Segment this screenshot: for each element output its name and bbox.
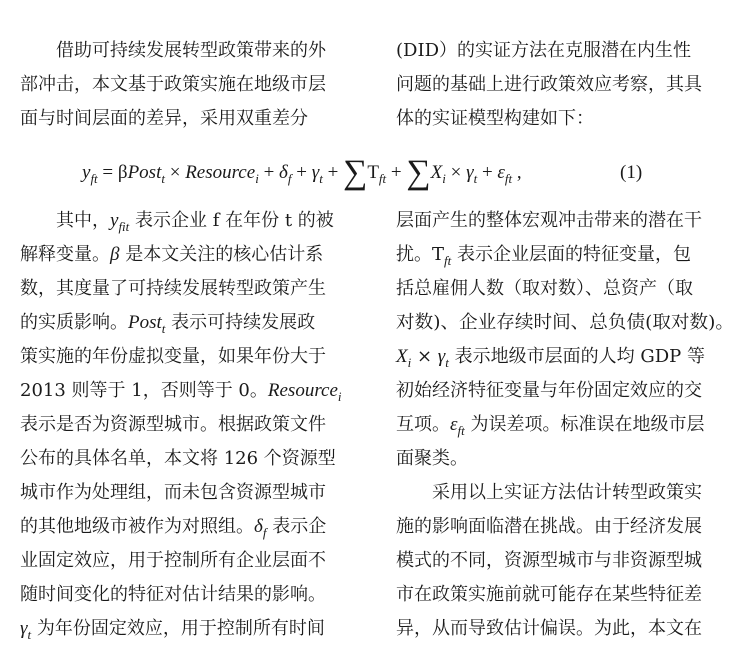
right-line-3: 括总雇佣人数（取对数）、总资产（取 — [396, 278, 693, 299]
right-line-1: 层面产生的整体宏观冲击带来的潜在干 — [396, 210, 702, 231]
left-top-line-3: 面与时间层面的差异，采用双重差分 — [20, 108, 308, 129]
left-line-11: 业固定效应，用于控制所有企业层面不 — [20, 550, 326, 571]
right-top-line-2: 问题的基础上进行政策效应考察，其具 — [396, 74, 702, 95]
equation-number: (1) — [620, 162, 643, 183]
right-line-9: 采用以上实证方法估计转型政策实 — [396, 482, 702, 503]
right-column-body — [395, 210, 734, 639]
left-column-body — [20, 209, 342, 642]
right-line-2: 扰。$T_{ft}$ 表示企业层面的特征变量，包 — [396, 244, 691, 268]
left-line-13: $\gamma_t$ 为年份固定效应，用于控制所有时间 — [20, 618, 325, 642]
left-line-2: 解释变量。β 是本文关注的核心估计系 — [20, 244, 324, 265]
right-top-line-1: (DID）的实证方法在克服潜在内生性 — [396, 40, 691, 61]
equation-1 — [80, 154, 642, 191]
left-line-4: 的实质影响。Post$_t$ 表示可持续发展政 — [20, 312, 316, 336]
left-line-7: 表示是否为资源型城市。根据政策文件 — [20, 414, 326, 435]
right-line-7: 互项。$\varepsilon_{ft}$ 为误差项。标准误在地级市层 — [396, 414, 705, 438]
right-line-8: 面聚类。 — [396, 448, 468, 469]
left-line-6: 2013 则等于 1，否则等于 0。Resource$_i$ — [20, 380, 342, 404]
equation-formula: $y_{ft}$ = βPost$_t$ × Resource$_i$ + $\delta_f + \gamma_t + \sum T_{ft} + \sum X_i \times \gamma_t + \varepsilon_{ft}$ , — [82, 154, 522, 191]
right-line-13: 异，从而导致估计偏误。为此，本文在 — [396, 618, 702, 639]
right-line-5: $X_i \times \gamma_t$ 表示地级市层面的人均 GDP 等 — [396, 346, 705, 370]
left-line-1: 其中，$y_{fit}$ 表示企业 f 在年份 t 的被 — [20, 210, 334, 234]
right-top-line-3: 体的实证模型构建如下： — [396, 108, 594, 129]
right-line-11: 模式的不同，资源型城市与非资源型城 — [396, 550, 702, 571]
left-line-8: 公布的具体名单，本文将 126 个资源型 — [20, 448, 336, 469]
right-line-4: 对数)、企业存续时间、总负债(取对数)。 — [396, 312, 734, 333]
left-top-line-1: 借助可持续发展转型政策带来的外 — [20, 40, 326, 61]
left-line-3: 数，其度量了可持续发展转型政策产生 — [20, 278, 326, 299]
right-line-10: 施的影响面临潜在挑战。由于经济发展 — [396, 516, 702, 537]
right-line-6: 初始经济特征变量与年份固定效应的交 — [396, 380, 702, 401]
left-line-9: 城市作为处理组，而未包含资源型城市 — [20, 482, 326, 503]
left-line-10: 的其他地级市被作为对照组。$\delta_f$ 表示企 — [20, 516, 327, 540]
right-line-12: 市在政策实施前就可能存在某些特征差 — [396, 584, 702, 605]
left-line-12: 随时间变化的特征对估计结果的影响。 — [20, 584, 326, 605]
left-line-5: 策实施的年份虚拟变量，如果年份大于 — [20, 346, 326, 367]
left-top-line-2: 部冲击，本文基于政策实施在地级市层 — [20, 74, 326, 95]
